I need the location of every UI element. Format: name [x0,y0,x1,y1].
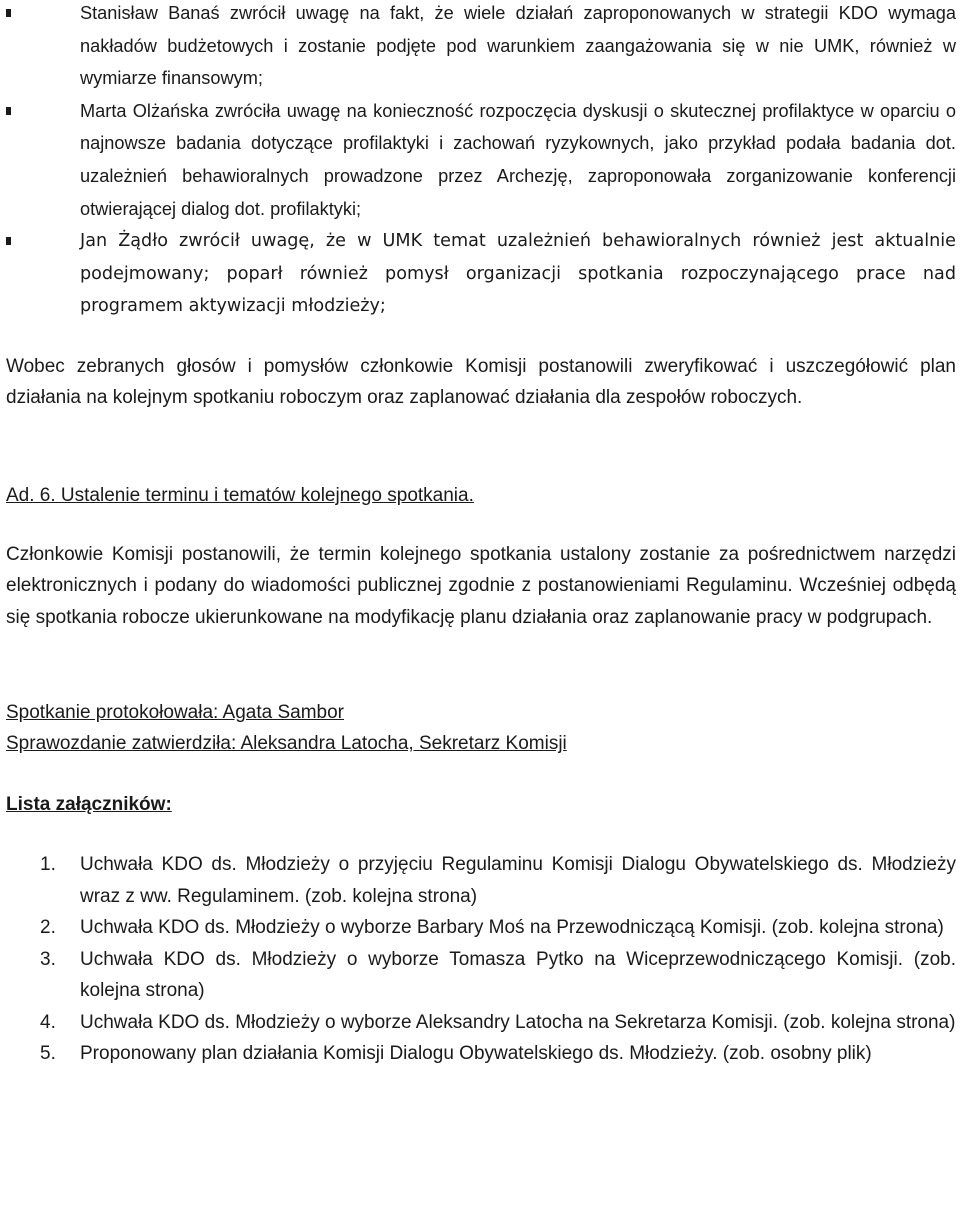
list-item-text: Uchwała KDO ds. Młodzieży o wyborze Aleksandry Latocha na Sekretarza Komisji. (zob. kolejna strona) [80,1011,956,1033]
attachments-list [6,849,956,1070]
attachments-heading: Lista załączników: [6,794,172,816]
summary-paragraph: Wobec zebranych głosów i pomysłów członkowie Komisji postanowili zweryfikować i uszczegółowić plan działania na kolejnym spotkaniu roboczym oraz zaplanować działania dla zespołów roboczych. [6,355,956,409]
list-item-number: 5. [40,1043,56,1065]
list-item [6,1007,956,1039]
square-bullet-icon [6,9,11,17]
list-item [6,849,956,912]
list-item [6,95,956,225]
list-item [6,912,956,944]
section-heading: Ad. 6. Ustalenie terminu i tematów kolejnego spotkania. [6,484,474,506]
square-bullet-icon [6,237,11,245]
list-item-text: Stanisław Banaś zwrócił uwagę na fakt, że wiele działań zaproponowanych w strategii KDO wymaga nakładów budżetowych i zostanie podjęte pod warunkiem zaangażowania się w nie UMK, również w wymiarze finansowym; [80,3,956,89]
list-item-number: 4. [40,1011,56,1033]
list-item-number: 3. [40,948,56,970]
opinions-list [6,0,956,323]
square-bullet-icon [6,107,11,115]
section-paragraph: Członkowie Komisji postanowili, że termin kolejnego spotkania ustalony zostanie za pośrednictwem narzędzi elektronicznych i podany do wiadomości publicznej zgodnie z postanowieniami Regulaminu. Wcześniej odbędą się spotkania robocze ukierunkowane na modyfikację planu działania oraz zaplanowanie pracy w podgrupach. [6,543,956,628]
list-item [6,225,956,323]
list-item-text: Uchwała KDO ds. Młodzieży o wyborze Barbary Moś na Przewodniczącą Komisji. (zob. kolejna strona) [80,917,944,939]
list-item [6,0,956,95]
list-item-text: Uchwała KDO ds. Młodzieży o przyjęciu Regulaminu Komisji Dialogu Obywatelskiego ds. Młodzieży wraz z ww. Regulaminem. (zob. kolejna strona) [80,854,956,907]
approval-signature: Sprawozdanie zatwierdziła: Aleksandra Latocha, Sekretarz Komisji [6,733,567,755]
protocol-signature: Spotkanie protokołowała: Agata Sambor [6,702,344,724]
document-page [6,0,956,1070]
list-item [6,1038,956,1070]
list-item-text: Marta Olżańska zwróciła uwagę na konieczność rozpoczęcia dyskusji o skutecznej profilaktyce w oparciu o najnowsze badania dotyczące profilaktyki i zachowań ryzykownych, jako przykład podała badania dot. uzależnień behawioralnych prowadzone przez Archezję, zaproponowała zorganizowanie konferencji otwierającej dialog dot. profilaktyki; [80,100,956,219]
list-item [6,944,956,1007]
list-item-text: Uchwała KDO ds. Młodzieży o wyborze Tomasza Pytko na Wiceprzewodniczącego Komisji. (zob. kolejna strona) [80,948,956,1002]
list-item-text: Jan Żądło zwrócił uwagę, że w UMK temat uzależnień behawioralnych również jest aktualnie podejmowany; poparł również pomysł organizacji spotkania rozpoczynającego prace nad programem aktywizacji młodzieży; [80,231,956,317]
list-item-number: 2. [40,917,56,939]
list-item-number: 1. [40,854,56,876]
list-item-text: Proponowany plan działania Komisji Dialogu Obywatelskiego ds. Młodzieży. (zob. osobny plik) [80,1043,872,1065]
